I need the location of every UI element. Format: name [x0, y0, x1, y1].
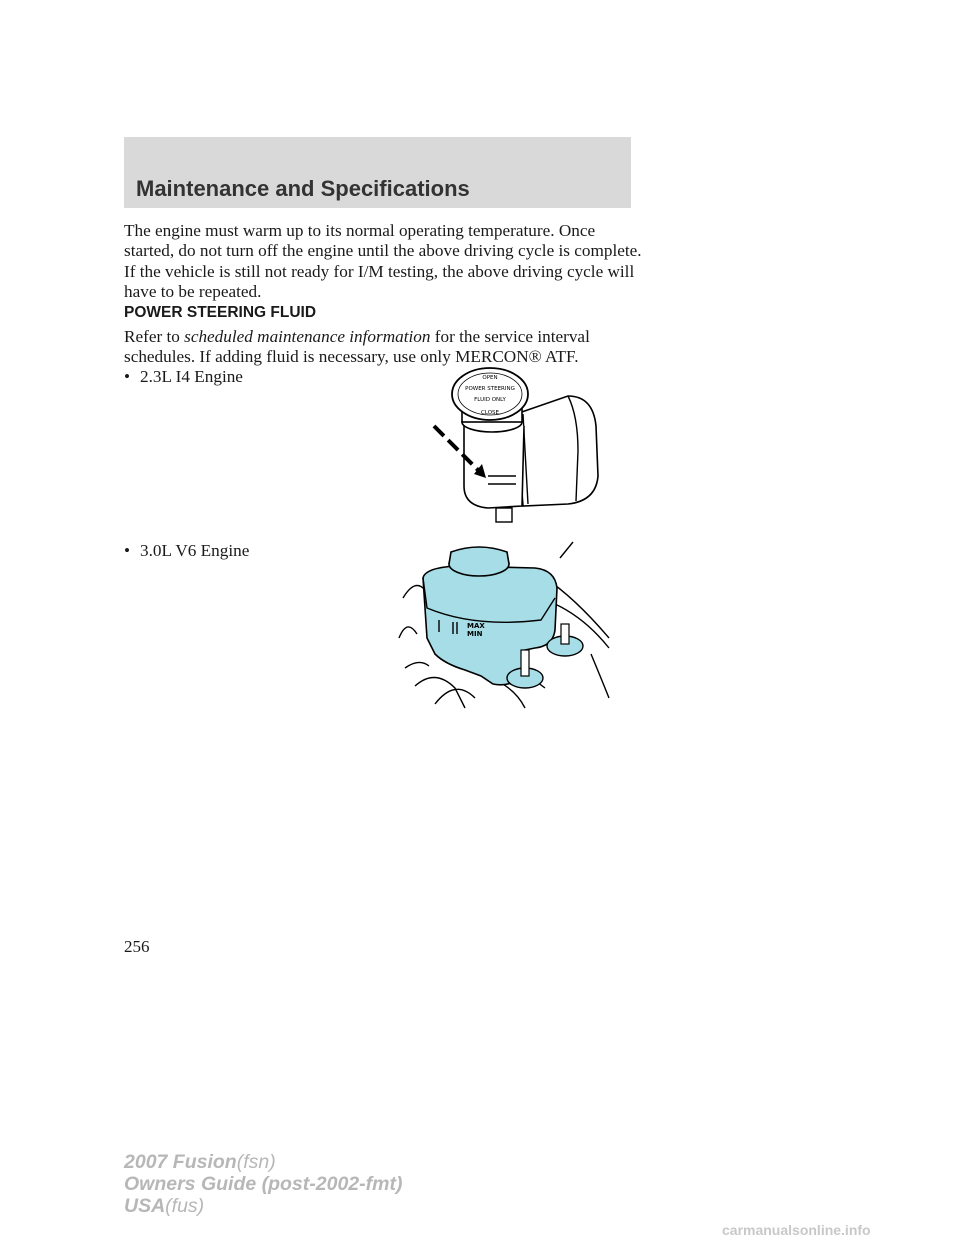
- section-heading: POWER STEERING FLUID: [124, 304, 317, 321]
- reservoir-cap-top: [449, 547, 509, 564]
- footer-line-region: USA(fus): [124, 1195, 205, 1217]
- bullet-item: [124, 367, 243, 387]
- paragraph-prefix: Refer to: [124, 327, 185, 346]
- bullet-item: [124, 541, 249, 561]
- intro-paragraph: The engine must warm up to its normal operating temperature. Once started, do not turn off the engine until the above driving cycle is complete. If the vehicle is still not ready for I/M testing, the above driving cycle will have to be repeated.: [124, 221, 642, 302]
- cap-open-text: OPEN: [482, 375, 498, 381]
- paragraph-suffix: for the service interval schedules. If adding fluid is necessary, use only MERCON® ATF.: [124, 327, 590, 367]
- footer-imprint: [124, 1151, 402, 1217]
- footer-line-model: 2007 Fusion(fsn): [124, 1151, 276, 1173]
- cap-close-text: CLOSE: [480, 410, 500, 416]
- bullet-dot: •: [124, 367, 131, 386]
- reservoir-body: [423, 566, 557, 685]
- bullet-label: 3.0L V6 Engine: [140, 541, 250, 560]
- cap-fluid-only-text: FLUID ONLY: [474, 397, 506, 403]
- min-label: MIN: [467, 630, 483, 638]
- watermark: carmanualsonline.info: [722, 1222, 871, 1238]
- max-label: MAX: [467, 622, 485, 630]
- maintenance-reference: scheduled maintenance information: [184, 327, 431, 346]
- power-steering-reservoir-illustration: [428, 366, 610, 528]
- bullet-label: 2.3L I4 Engine: [140, 367, 243, 386]
- section-paragraph: [124, 327, 644, 368]
- brake-fluid-reservoir-illustration: [395, 538, 613, 710]
- page-number: 256: [124, 937, 150, 956]
- cap-power-steering-text: POWER STEERING: [465, 386, 515, 392]
- page-title: Maintenance and Specifications: [136, 176, 470, 201]
- bullet-dot: •: [124, 541, 131, 560]
- footer-line-guide: Owners Guide (post-2002-fmt): [124, 1173, 403, 1195]
